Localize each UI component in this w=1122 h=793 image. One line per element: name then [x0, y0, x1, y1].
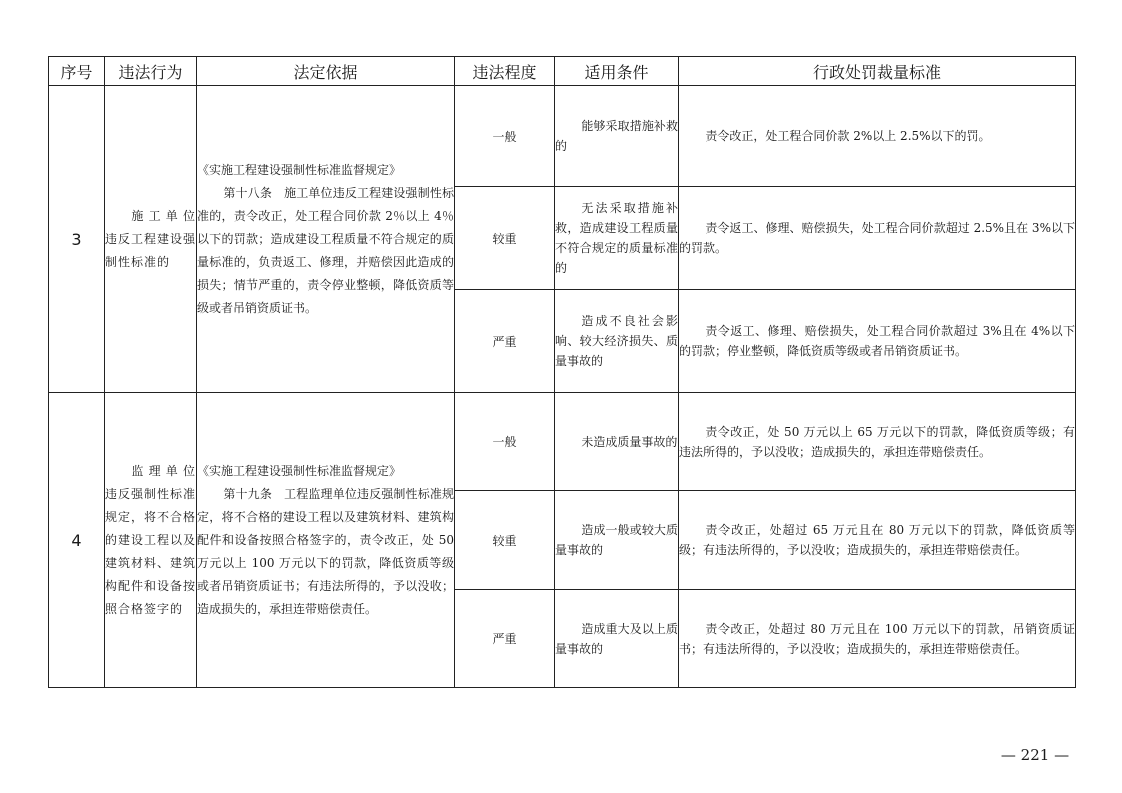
page-number: — 221 — — [1000, 746, 1070, 764]
header-index: 序号 — [49, 57, 105, 86]
legal-basis-text — [197, 86, 455, 393]
condition-cell: 造成一般或较大质量事故的 — [555, 491, 679, 590]
basis-body: 第十九条 工程监理单位违反强制性标准规定，将不合格的建设工程以及建筑材料、建筑构配件和设备按照合格签字的，责令改正，处 50 万元以上 100 万元以下的罚款，降低资质等级或者吊销资质证书；有违法所得的，予以没收；造成损失的，承担连带赔偿责任。 — [197, 486, 454, 616]
penalty-standard-cell: 责令改正，处工程合同价款 2%以上 2.5%以下的罚。 — [679, 86, 1076, 187]
header-violation: 违法行为 — [105, 57, 197, 86]
condition-cell: 未造成质量事故的 — [555, 393, 679, 491]
severity-cell: 较重 — [455, 187, 555, 290]
basis-body: 第十八条 施工单位违反工程建设强制性标准的，责令改正，处工程合同价款 2％以上 4％以下的罚款；造成建设工程质量不符合规定的质量标准的，负责返工、修理，并赔偿因此造成的损失；情节严重的，责令停业整顿，降低资质等级或者吊销资质证书。 — [197, 185, 454, 315]
violation-text: 施工单位违反工程建设强制性标准的 — [105, 86, 197, 393]
severity-cell: 较重 — [455, 491, 555, 590]
legal-basis-text — [197, 393, 455, 688]
condition-cell: 造成不良社会影响、较大经济损失、质量事故的 — [555, 290, 679, 393]
header-severity: 违法程度 — [455, 57, 555, 86]
table-row — [49, 86, 1076, 187]
severity-cell: 一般 — [455, 86, 555, 187]
condition-cell: 无法采取措施补救，造成建设工程质量不符合规定的质量标准的 — [555, 187, 679, 290]
basis-title: 《实施工程建设强制性标准监督规定》 — [197, 162, 402, 177]
basis-title: 《实施工程建设强制性标准监督规定》 — [197, 463, 402, 478]
condition-cell: 能够采取措施补救的 — [555, 86, 679, 187]
condition-cell: 造成重大及以上质量事故的 — [555, 590, 679, 688]
row-index: 3 — [49, 86, 105, 393]
penalty-standards-table — [48, 56, 1076, 688]
header-legal-basis: 法定依据 — [197, 57, 455, 86]
penalty-standard-cell: 责令改正，处超过 80 万元且在 100 万元以下的罚款，吊销资质证书；有违法所得的，予以没收；造成损失的，承担连带赔偿责任。 — [679, 590, 1076, 688]
penalty-standard-cell: 责令改正，处超过 65 万元且在 80 万元以下的罚款，降低资质等级；有违法所得的，予以没收；造成损失的，承担连带赔偿责任。 — [679, 491, 1076, 590]
penalty-standard-cell: 责令返工、修理、赔偿损失，处工程合同价款超过 2.5%且在 3%以下的罚款。 — [679, 187, 1076, 290]
penalty-standard-cell: 责令改正，处 50 万元以上 65 万元以下的罚款，降低资质等级；有违法所得的，予以没收；造成损失的，承担连带赔偿责任。 — [679, 393, 1076, 491]
violation-text: 监理单位违反强制性标准规定，将不合格的建设工程以及建筑材料、建筑构配件和设备按照合格签字的 — [105, 393, 197, 688]
row-index: 4 — [49, 393, 105, 688]
header-penalty-standard: 行政处罚裁量标准 — [679, 57, 1076, 86]
severity-cell: 一般 — [455, 393, 555, 491]
table-header-row — [49, 57, 1076, 86]
severity-cell: 严重 — [455, 290, 555, 393]
header-condition: 适用条件 — [555, 57, 679, 86]
penalty-standard-cell: 责令返工、修理、赔偿损失，处工程合同价款超过 3%且在 4%以下的罚款；停业整顿，降低资质等级或者吊销资质证书。 — [679, 290, 1076, 393]
table-row — [49, 393, 1076, 491]
severity-cell: 严重 — [455, 590, 555, 688]
